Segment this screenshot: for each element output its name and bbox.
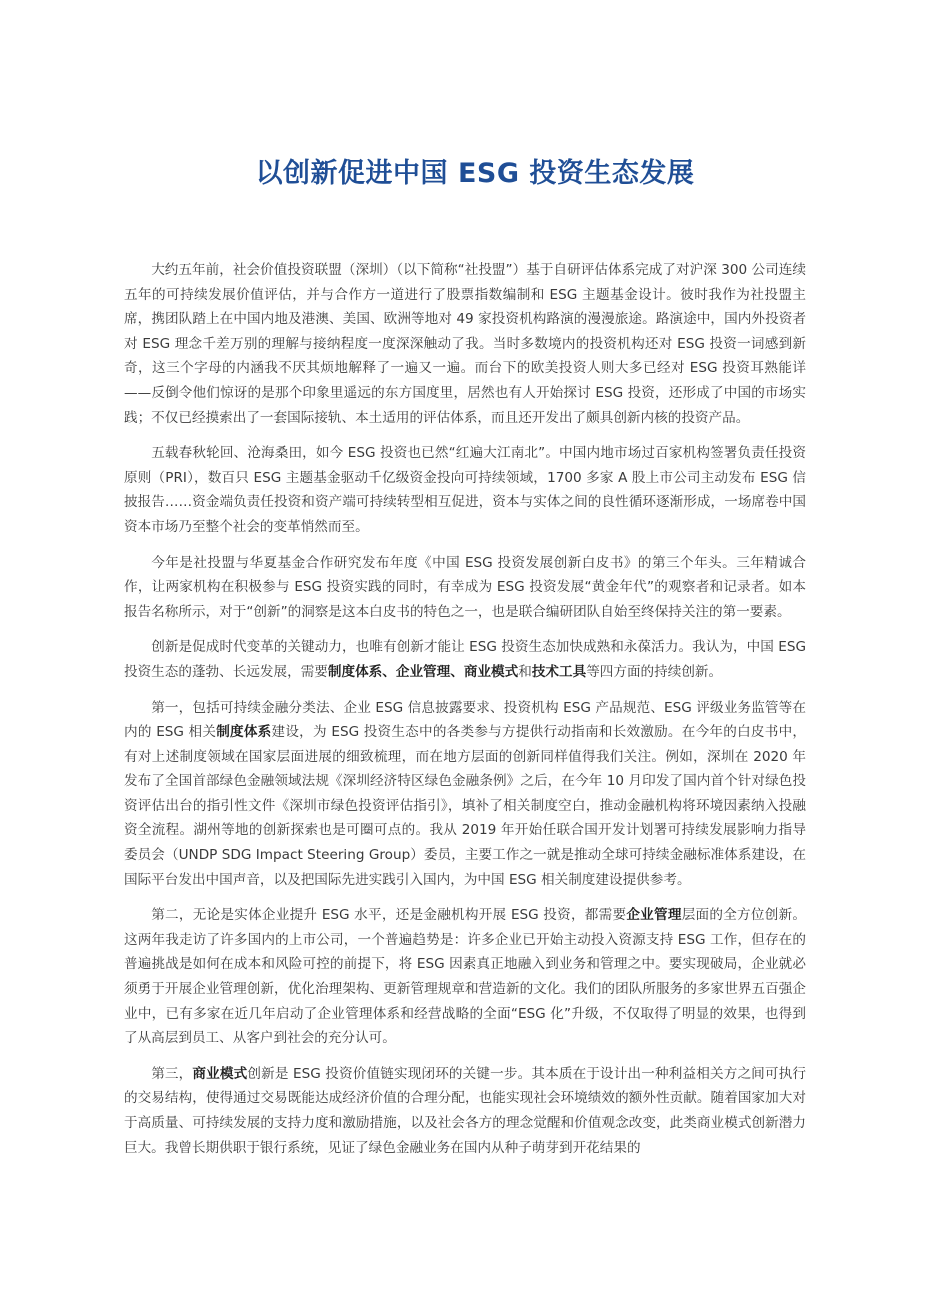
paragraph-text: 五载春秋轮回、沧海桑田，如今 ESG 投资也已然“红遍大江南北”。中国内地市场过百家机构签署负责任投资原则（PRI），数百只 ESG 主题基金驱动千亿级资金投向可持续领域，1700 多家 A 股上市公司主动发布 ESG 信披报告……资金端负责任投资和资产端可持续转型相互促进，资本与实体之间的良性循环逐渐形成，一场席卷中国资本市场乃至整个社会的变革悄然而至。 — [124, 445, 806, 535]
emphasis-text: 制度体系、企业管理、商业模式 — [327, 663, 519, 680]
paragraph-text: 建设，为 ESG 投资生态中的各类参与方提供行动指南和长效激励。在今年的白皮书中，有对上述制度领域在国家层面进展的细致梳理，而在地方层面的创新同样值得我们关注。例如，深圳在 2020 年发布了全国首部绿色金融领域法规《深圳经济特区绿色金融条例》之后，在今年 10 月印发了国内首个针对绿色投资评估出台的指引性文件《深圳市绿色投资评估指引》，填补了相关制度空白，推动金融机构将环境因素纳入投融资全流程。湖州等地的创新探索也是可圈可点的。我从 2019 年开始任联合国开发计划署可持续发展影响力指导委员会（UNDP SDG Impact Steering Group）委员，主要工作之一就是推动全球可持续金融标准体系建设，在国际平台发出中国声音，以及把国际先进实践引入国内，为中国 ESG 相关制度建设提供参考。 — [124, 724, 806, 888]
emphasis-text: 技术工具 — [531, 663, 587, 680]
emphasis-text: 企业管理 — [626, 907, 682, 924]
body-paragraph — [124, 441, 806, 539]
paragraph-text: 层面的全方位创新。这两年我走访了许多国内的上市公司，一个普遍趋势是：许多企业已开始主动投入资源支持 ESG 工作，但存在的普遍挑战是如何在成本和风险可控的前提下，将 ESG 因素真正地融入到业务和管理之中。要实现破局，企业就必须勇于开展企业管理创新，优化治理架构、更新管理规章和营造新的文化。我们的团队所服务的多家世界五百强企业中，已有多家在近几年启动了企业管理体系和经营战略的全面“ESG 化”升级，不仅取得了明显的效果，也得到了从高层到员工、从客户到社会的充分认可。 — [124, 907, 807, 1047]
paragraph-text: 创新是 ESG 投资价值链实现闭环的关键一步。其本质在于设计出一种利益相关方之间可执行的交易结构，使得通过交易既能达成经济价值的合理分配，也能实现社会环境绩效的额外性贡献。随着国家加大对于高质量、可持续发展的支持力度和激励措施，以及社会各方的理念觉醒和价值观念改变，此类商业模式创新潜力巨大。我曾长期供职于银行系统，见证了绿色金融业务在国内从种子萌芽到开花结果的 — [124, 1065, 806, 1156]
body-paragraph — [124, 258, 806, 430]
body-paragraph — [124, 1062, 806, 1160]
emphasis-text: 商业模式 — [192, 1065, 248, 1082]
body-paragraph — [124, 903, 806, 1051]
document-title: 以创新促进中国 ESG 投资生态发展 — [255, 158, 695, 189]
document-body — [124, 258, 806, 1171]
body-paragraph — [124, 635, 806, 684]
paragraph-text: 大约五年前，社会价值投资联盟（深圳）（以下简称“社投盟”）基于自研评估体系完成了对沪深 300 公司连续五年的可持续发展价值评估，并与合作方一道进行了股票指数编制和 ESG 主题基金设计。彼时我作为社投盟主席，携团队踏上在中国内地及港澳、美国、欧洲等地对 49 家投资机构路演的漫漫旅途。路演途中，国内外投资者对 ESG 理念千差万别的理解与接纳程度一度深深触动了我。当时多数境内的投资机构还对 ESG 投资一词感到新奇，这三个字母的内涵我不厌其烦地解释了一遍又一遍。而台下的欧美投资人则大多已经对 ESG 投资耳熟能详——反倒令他们惊讶的是那个印象里遥远的东方国度里，居然也有人开始探讨 ESG 投资，还形成了中国的市场实践；不仅已经摸索出了一套国际接轨、本土适用的评估体系，而且还开发出了颇具创新内核的投资产品。 — [124, 262, 806, 426]
body-paragraph — [124, 551, 806, 625]
body-paragraph — [124, 696, 806, 893]
paragraph-text: 和 — [518, 663, 532, 680]
paragraph-text: 今年是社投盟与华夏基金合作研究发布年度《中国 ESG 投资发展创新白皮书》的第三个年头。三年精诚合作，让两家机构在积极参与 ESG 投资实践的同时，有幸成为 ESG 投资发展“黄金年代”的观察者和记录者。如本报告名称所示，对于“创新”的洞察是这本白皮书的特色之一，也是联合编研团队自始至终保持关注的第一要素。 — [124, 554, 806, 620]
paragraph-text: 第三， — [151, 1065, 193, 1082]
paragraph-text: 等四方面的持续创新。 — [586, 663, 723, 680]
emphasis-text: 制度体系 — [216, 724, 272, 741]
paragraph-text: 第二，无论是实体企业提升 ESG 水平，还是金融机构开展 ESG 投资，都需要 — [151, 907, 627, 924]
paragraph-text: 创新是促成时代变革的关键动力，也唯有创新才能让 ESG 投资生态加快成熟和永葆活力。我认为，中国 ESG 投资生态的蓬勃、长远发展，需要 — [124, 639, 806, 680]
paragraph-text: 第一，包括可持续金融分类法、企业 ESG 信息披露要求、投资机构 ESG 产品规范、ESG 评级业务监管等在内的 ESG 相关 — [124, 699, 806, 741]
